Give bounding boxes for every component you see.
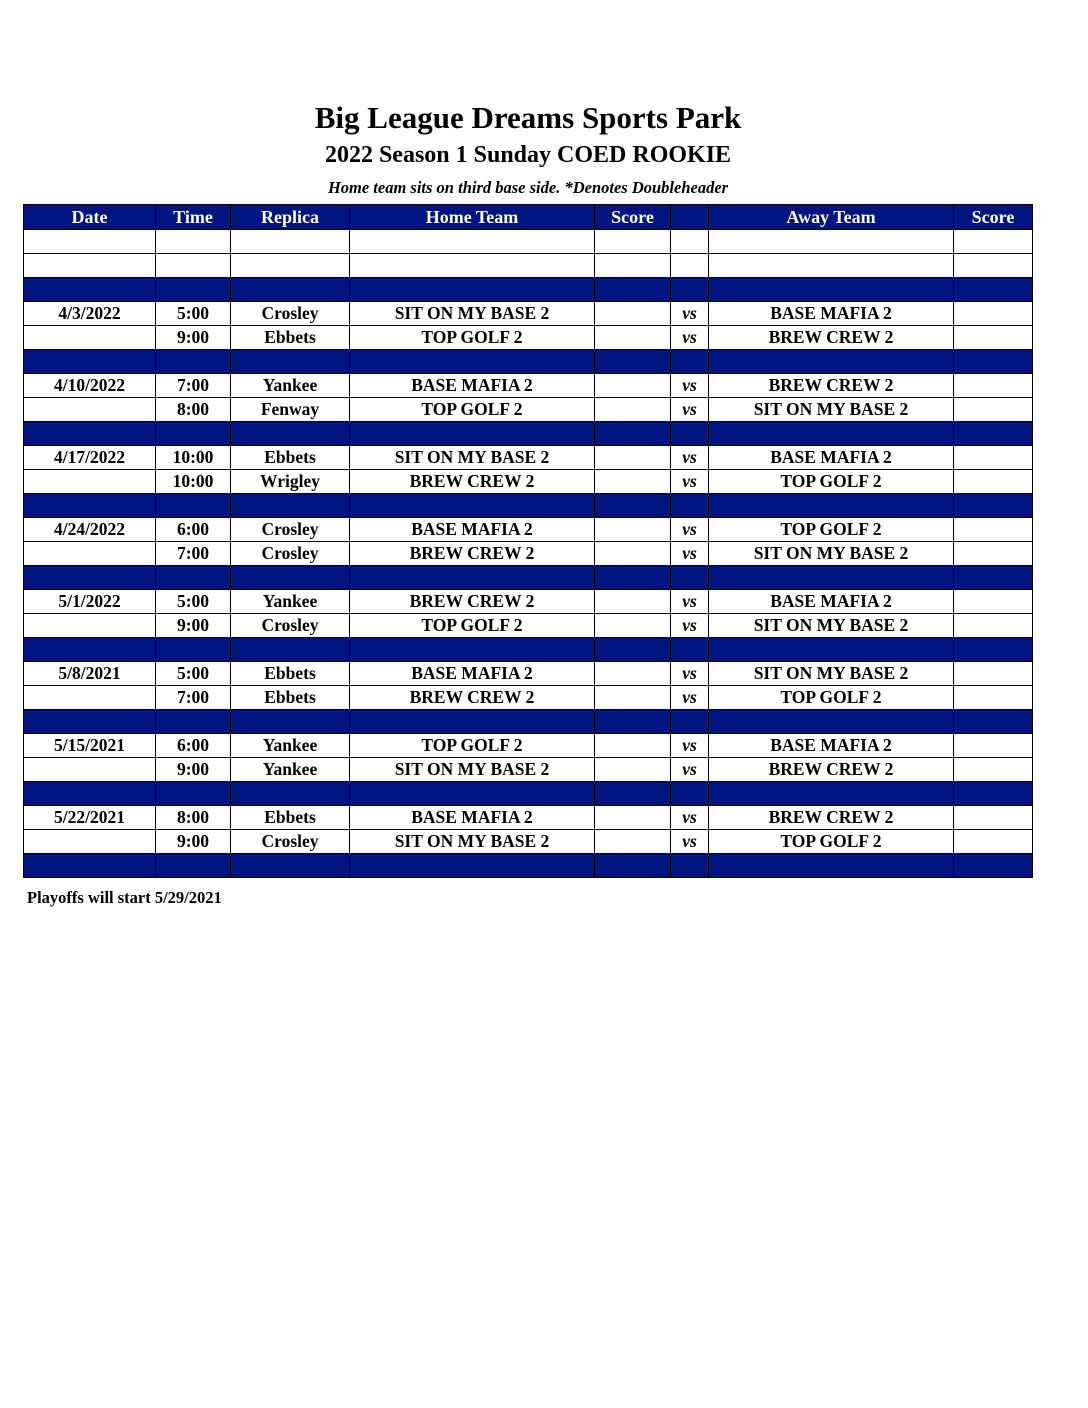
away-team-cell: BASE MAFIA 2: [709, 302, 954, 326]
vs-cell: [671, 254, 709, 278]
home-team-cell: TOP GOLF 2: [350, 734, 595, 758]
away-team-cell: TOP GOLF 2: [709, 518, 954, 542]
home-team-cell: BASE MAFIA 2: [350, 662, 595, 686]
date-cell: 4/17/2022: [24, 446, 156, 470]
away-team-cell: BREW CREW 2: [709, 806, 954, 830]
replica-cell: [231, 254, 350, 278]
home-team-cell: [350, 494, 595, 518]
vs-cell: vs: [671, 398, 709, 422]
home-team-cell: [350, 566, 595, 590]
home-team-cell: [350, 278, 595, 302]
home-team-cell: BASE MAFIA 2: [350, 518, 595, 542]
away-team-cell: [709, 494, 954, 518]
vs-cell: vs: [671, 806, 709, 830]
playoffs-note: Playoffs will start 5/29/2021: [27, 888, 222, 907]
time-cell: [156, 230, 231, 254]
away-score-cell: [954, 422, 1033, 446]
table-header-row: [24, 205, 1033, 230]
home-score-cell: [595, 806, 671, 830]
replica-cell: [231, 494, 350, 518]
time-cell: [156, 782, 231, 806]
game-row: [24, 470, 1033, 494]
game-row: [24, 446, 1033, 470]
time-cell: [156, 710, 231, 734]
game-row: [24, 830, 1033, 854]
date-cell: 5/22/2021: [24, 806, 156, 830]
schedule-note: Home team sits on third base side. *Denotes Doubleheader: [327, 178, 729, 197]
time-cell: [156, 422, 231, 446]
replica-cell: [231, 350, 350, 374]
game-row: [24, 758, 1033, 782]
away-score-cell: [954, 398, 1033, 422]
away-team-cell: [709, 854, 954, 878]
game-row: [24, 734, 1033, 758]
home-score-cell: [595, 782, 671, 806]
time-cell: [156, 854, 231, 878]
home-team-cell: [350, 710, 595, 734]
time-cell: 6:00: [156, 734, 231, 758]
replica-cell: Fenway: [231, 398, 350, 422]
date-cell: [24, 326, 156, 350]
away-team-cell: BREW CREW 2: [709, 758, 954, 782]
replica-cell: Crosley: [231, 830, 350, 854]
away-score-cell: [954, 854, 1033, 878]
home-score-cell: [595, 710, 671, 734]
home-team-cell: BREW CREW 2: [350, 470, 595, 494]
home-team-cell: [350, 782, 595, 806]
away-team-cell: BREW CREW 2: [709, 374, 954, 398]
home-team-cell: SIT ON MY BASE 2: [350, 830, 595, 854]
away-team-cell: SIT ON MY BASE 2: [709, 662, 954, 686]
column-header-time: Time: [156, 205, 231, 230]
column-header-away-team: Away Team: [709, 205, 954, 230]
home-score-cell: [595, 374, 671, 398]
away-score-cell: [954, 374, 1033, 398]
home-team-cell: [350, 254, 595, 278]
home-score-cell: [595, 662, 671, 686]
separator-row: [24, 566, 1033, 590]
away-score-cell: [954, 326, 1033, 350]
away-score-cell: [954, 494, 1033, 518]
home-score-cell: [595, 542, 671, 566]
away-score-cell: [954, 590, 1033, 614]
home-score-cell: [595, 686, 671, 710]
away-score-cell: [954, 662, 1033, 686]
home-score-cell: [595, 254, 671, 278]
blank-row: [24, 230, 1033, 254]
time-cell: [156, 350, 231, 374]
home-score-cell: [595, 614, 671, 638]
date-cell: [24, 230, 156, 254]
home-team-cell: [350, 638, 595, 662]
game-row: [24, 806, 1033, 830]
game-row: [24, 590, 1033, 614]
replica-cell: [231, 782, 350, 806]
home-team-cell: [350, 350, 595, 374]
time-cell: 10:00: [156, 446, 231, 470]
date-cell: [24, 710, 156, 734]
home-team-cell: [350, 422, 595, 446]
vs-cell: vs: [671, 470, 709, 494]
away-score-cell: [954, 302, 1033, 326]
blank-row: [24, 254, 1033, 278]
vs-cell: [671, 638, 709, 662]
replica-cell: Crosley: [231, 302, 350, 326]
replica-cell: Ebbets: [231, 686, 350, 710]
separator-row: [24, 710, 1033, 734]
time-cell: [156, 494, 231, 518]
time-cell: 5:00: [156, 662, 231, 686]
date-cell: 4/24/2022: [24, 518, 156, 542]
away-score-cell: [954, 254, 1033, 278]
replica-cell: Ebbets: [231, 662, 350, 686]
home-score-cell: [595, 422, 671, 446]
column-header-away-score: Score: [954, 205, 1033, 230]
vs-cell: vs: [671, 374, 709, 398]
date-cell: [24, 758, 156, 782]
away-team-cell: BREW CREW 2: [709, 326, 954, 350]
away-team-cell: BASE MAFIA 2: [709, 446, 954, 470]
away-score-cell: [954, 710, 1033, 734]
vs-cell: vs: [671, 830, 709, 854]
column-header-date: Date: [24, 205, 156, 230]
vs-cell: vs: [671, 326, 709, 350]
vs-cell: [671, 350, 709, 374]
away-score-cell: [954, 470, 1033, 494]
home-score-cell: [595, 590, 671, 614]
schedule-body: [24, 230, 1033, 878]
date-cell: [24, 254, 156, 278]
away-team-cell: [709, 782, 954, 806]
vs-cell: [671, 230, 709, 254]
date-cell: [24, 638, 156, 662]
away-score-cell: [954, 638, 1033, 662]
time-cell: [156, 566, 231, 590]
date-cell: [24, 350, 156, 374]
replica-cell: Wrigley: [231, 470, 350, 494]
vs-cell: vs: [671, 662, 709, 686]
vs-cell: vs: [671, 614, 709, 638]
home-team-cell: BREW CREW 2: [350, 590, 595, 614]
vs-cell: vs: [671, 686, 709, 710]
away-team-cell: TOP GOLF 2: [709, 830, 954, 854]
home-score-cell: [595, 470, 671, 494]
date-cell: [24, 830, 156, 854]
home-team-cell: BASE MAFIA 2: [350, 806, 595, 830]
game-row: [24, 302, 1033, 326]
date-cell: [24, 422, 156, 446]
date-cell: 5/1/2022: [24, 590, 156, 614]
game-row: [24, 398, 1033, 422]
away-team-cell: [709, 254, 954, 278]
away-team-cell: [709, 566, 954, 590]
separator-row: [24, 782, 1033, 806]
replica-cell: [231, 566, 350, 590]
time-cell: 9:00: [156, 326, 231, 350]
away-team-cell: SIT ON MY BASE 2: [709, 398, 954, 422]
schedule-table: [23, 204, 1033, 878]
away-score-cell: [954, 278, 1033, 302]
time-cell: 7:00: [156, 542, 231, 566]
vs-cell: [671, 422, 709, 446]
replica-cell: [231, 854, 350, 878]
home-score-cell: [595, 446, 671, 470]
replica-cell: Ebbets: [231, 806, 350, 830]
vs-cell: vs: [671, 758, 709, 782]
date-cell: [24, 782, 156, 806]
home-score-cell: [595, 398, 671, 422]
away-team-cell: [709, 230, 954, 254]
vs-cell: [671, 854, 709, 878]
time-cell: 9:00: [156, 614, 231, 638]
separator-row: [24, 638, 1033, 662]
away-score-cell: [954, 230, 1033, 254]
game-row: [24, 518, 1033, 542]
time-cell: 8:00: [156, 398, 231, 422]
home-score-cell: [595, 326, 671, 350]
vs-cell: [671, 278, 709, 302]
date-cell: [24, 542, 156, 566]
away-score-cell: [954, 518, 1033, 542]
time-cell: 5:00: [156, 590, 231, 614]
home-score-cell: [595, 278, 671, 302]
away-team-cell: SIT ON MY BASE 2: [709, 542, 954, 566]
away-team-cell: BASE MAFIA 2: [709, 734, 954, 758]
game-row: [24, 542, 1033, 566]
away-score-cell: [954, 686, 1033, 710]
replica-cell: Yankee: [231, 374, 350, 398]
replica-cell: [231, 422, 350, 446]
away-team-cell: TOP GOLF 2: [709, 686, 954, 710]
game-row: [24, 686, 1033, 710]
vs-cell: vs: [671, 542, 709, 566]
replica-cell: Ebbets: [231, 446, 350, 470]
replica-cell: Crosley: [231, 518, 350, 542]
time-cell: 5:00: [156, 302, 231, 326]
away-score-cell: [954, 446, 1033, 470]
column-header-vs: [671, 205, 709, 230]
away-score-cell: [954, 758, 1033, 782]
date-cell: [24, 494, 156, 518]
vs-cell: [671, 566, 709, 590]
home-team-cell: TOP GOLF 2: [350, 398, 595, 422]
replica-cell: [231, 278, 350, 302]
game-row: [24, 614, 1033, 638]
game-row: [24, 326, 1033, 350]
separator-row: [24, 278, 1033, 302]
home-score-cell: [595, 350, 671, 374]
replica-cell: Yankee: [231, 590, 350, 614]
away-team-cell: [709, 638, 954, 662]
date-cell: [24, 278, 156, 302]
away-team-cell: [709, 422, 954, 446]
away-team-cell: SIT ON MY BASE 2: [709, 614, 954, 638]
home-score-cell: [595, 830, 671, 854]
away-team-cell: BASE MAFIA 2: [709, 590, 954, 614]
away-score-cell: [954, 350, 1033, 374]
home-score-cell: [595, 734, 671, 758]
date-cell: [24, 398, 156, 422]
separator-row: [24, 854, 1033, 878]
home-score-cell: [595, 518, 671, 542]
away-score-cell: [954, 830, 1033, 854]
vs-cell: vs: [671, 590, 709, 614]
column-header-home-score: Score: [595, 205, 671, 230]
vs-cell: vs: [671, 518, 709, 542]
home-team-cell: BASE MAFIA 2: [350, 374, 595, 398]
vs-cell: vs: [671, 302, 709, 326]
away-team-cell: [709, 350, 954, 374]
away-score-cell: [954, 806, 1033, 830]
date-cell: 5/8/2021: [24, 662, 156, 686]
away-score-cell: [954, 566, 1033, 590]
home-score-cell: [595, 494, 671, 518]
away-score-cell: [954, 614, 1033, 638]
time-cell: [156, 638, 231, 662]
date-cell: 4/3/2022: [24, 302, 156, 326]
home-score-cell: [595, 302, 671, 326]
time-cell: 6:00: [156, 518, 231, 542]
time-cell: 10:00: [156, 470, 231, 494]
home-score-cell: [595, 638, 671, 662]
home-team-cell: BREW CREW 2: [350, 542, 595, 566]
vs-cell: vs: [671, 734, 709, 758]
home-team-cell: SIT ON MY BASE 2: [350, 302, 595, 326]
separator-row: [24, 494, 1033, 518]
time-cell: 9:00: [156, 830, 231, 854]
date-cell: [24, 470, 156, 494]
time-cell: [156, 254, 231, 278]
home-team-cell: SIT ON MY BASE 2: [350, 758, 595, 782]
page-subtitle: 2022 Season 1 Sunday COED ROOKIE: [324, 142, 732, 168]
replica-cell: [231, 638, 350, 662]
game-row: [24, 374, 1033, 398]
home-score-cell: [595, 758, 671, 782]
vs-cell: [671, 494, 709, 518]
away-score-cell: [954, 734, 1033, 758]
replica-cell: [231, 230, 350, 254]
date-cell: [24, 566, 156, 590]
time-cell: 8:00: [156, 806, 231, 830]
time-cell: 9:00: [156, 758, 231, 782]
vs-cell: [671, 782, 709, 806]
away-team-cell: TOP GOLF 2: [709, 470, 954, 494]
home-score-cell: [595, 566, 671, 590]
home-team-cell: SIT ON MY BASE 2: [350, 446, 595, 470]
column-header-home-team: Home Team: [350, 205, 595, 230]
away-team-cell: [709, 278, 954, 302]
date-cell: [24, 686, 156, 710]
away-team-cell: [709, 710, 954, 734]
away-score-cell: [954, 782, 1033, 806]
date-cell: [24, 854, 156, 878]
home-team-cell: [350, 854, 595, 878]
replica-cell: Ebbets: [231, 326, 350, 350]
home-team-cell: TOP GOLF 2: [350, 614, 595, 638]
replica-cell: Crosley: [231, 614, 350, 638]
game-row: [24, 662, 1033, 686]
time-cell: 7:00: [156, 686, 231, 710]
date-cell: 4/10/2022: [24, 374, 156, 398]
away-score-cell: [954, 542, 1033, 566]
column-header-replica: Replica: [231, 205, 350, 230]
home-score-cell: [595, 854, 671, 878]
vs-cell: vs: [671, 446, 709, 470]
separator-row: [24, 422, 1033, 446]
page-title: Big League Dreams Sports Park: [314, 100, 742, 135]
time-cell: [156, 278, 231, 302]
home-team-cell: TOP GOLF 2: [350, 326, 595, 350]
time-cell: 7:00: [156, 374, 231, 398]
replica-cell: Yankee: [231, 734, 350, 758]
date-cell: [24, 614, 156, 638]
home-score-cell: [595, 230, 671, 254]
replica-cell: [231, 710, 350, 734]
vs-cell: [671, 710, 709, 734]
date-cell: 5/15/2021: [24, 734, 156, 758]
replica-cell: Crosley: [231, 542, 350, 566]
home-team-cell: BREW CREW 2: [350, 686, 595, 710]
separator-row: [24, 350, 1033, 374]
home-team-cell: [350, 230, 595, 254]
replica-cell: Yankee: [231, 758, 350, 782]
